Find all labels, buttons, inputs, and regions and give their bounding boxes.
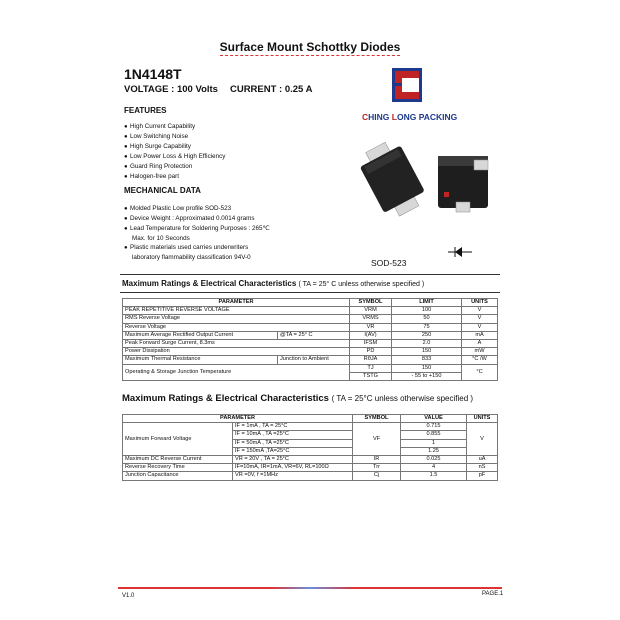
list-item: ● Low Power Loss & High Efficiency xyxy=(124,153,226,160)
table-row: RMS Reverse Voltage VRMS 50 V xyxy=(123,315,498,323)
column-header: LIMIT xyxy=(392,299,462,307)
column-header: PARAMETER xyxy=(123,299,350,307)
voltage-current-line xyxy=(124,84,313,95)
footer-divider xyxy=(118,587,502,589)
divider xyxy=(120,292,500,293)
mechanical-heading: MECHANICAL DATA xyxy=(124,186,201,195)
column-header: UNITS xyxy=(462,299,498,307)
column-header: UNITS xyxy=(467,415,498,423)
table-row: Reverse Voltage VR 75 V xyxy=(123,323,498,331)
ratings-table xyxy=(122,298,498,381)
package-label: SOD-523 xyxy=(371,258,407,268)
table2-heading xyxy=(122,393,473,404)
column-header: PARAMETER xyxy=(123,415,353,423)
table-row: Maximum Average Rectified Output Current @TA = 25° C I(AV) 250 mA xyxy=(123,331,498,339)
features-heading: FEATURES xyxy=(124,106,167,115)
company-name-part2: ONG PACKING xyxy=(396,112,458,122)
title-text: Surface Mount Schottky Diodes xyxy=(219,40,401,54)
list-item: ● High Surge Capability xyxy=(124,143,191,150)
list-item: ● Guard Ring Protection xyxy=(124,163,193,170)
column-header: SYMBOL xyxy=(350,299,392,307)
table-row: Power Dissipation PD 150 mW xyxy=(123,348,498,356)
company-name-part1: HING xyxy=(368,112,392,122)
list-item: ● Device Weight : Approximated 0.0014 grams xyxy=(124,215,255,222)
column-header: VALUE xyxy=(401,415,467,423)
sod523-package-image xyxy=(360,140,500,220)
list-item: Max. for 10 Seconds xyxy=(132,235,190,242)
features-list xyxy=(124,122,225,182)
table1-title: Maximum Ratings & Electrical Characteristics xyxy=(122,279,297,288)
list-item: ● Plastic materials used carries underwriters xyxy=(124,244,249,251)
company-logo-icon xyxy=(392,68,422,102)
voltage-rating: VOLTAGE : 100 Volts xyxy=(124,84,218,95)
company-initial-l: L xyxy=(391,112,397,122)
table2-title: Maximum Ratings & Electrical Characteristics xyxy=(122,393,329,404)
table-row: Operating & Storage Junction Temperature TJ 150 °C xyxy=(123,364,498,372)
page-title xyxy=(0,40,620,54)
company-initial-c: C xyxy=(362,112,369,122)
table-row: IF = 10mA , TA =25°C 0.855 xyxy=(123,431,498,439)
diode-symbol-icon xyxy=(448,244,472,260)
table-row: Reverse Recovery Time IF=10mA, IR=1mA, VR=6V, RL=100Ω Trr 4 nS xyxy=(123,464,498,472)
table2-note: ( TA = 25°C unless otherwise specified ) xyxy=(331,394,474,403)
table-row: Peak Forward Surge Current, 8.3ms IFSM 2.0 A xyxy=(123,340,498,348)
page-number: PAGE.1 xyxy=(482,591,504,597)
table1-heading xyxy=(122,279,424,288)
table-row: IF = 50mA , TA =25°C 1 xyxy=(123,439,498,447)
table-row: PEAK REPETITIVE REVERSE VOLTAGE VRM 100 V xyxy=(123,307,498,315)
table1-note: ( TA = 25° C unless otherwise specified ) xyxy=(298,281,425,288)
table-row: Maximum DC Reverse Current VR = 20V , TA = 25°C IR 0.025 uA xyxy=(123,456,498,464)
table-header-row xyxy=(123,415,498,423)
part-number: 1N4148T xyxy=(124,66,182,82)
table-row: IF = 150mA ,TA=25°C 1.25 xyxy=(123,447,498,455)
electrical-table xyxy=(122,414,498,481)
table-header-row xyxy=(123,299,498,307)
table-row: TSTG - 55 to +150 xyxy=(123,372,498,380)
list-item: ● Halogen-free part xyxy=(124,173,180,180)
version-label: V1.0 xyxy=(122,593,135,599)
mechanical-list xyxy=(124,204,270,262)
company-name xyxy=(362,112,457,122)
current-rating: CURRENT : 0.25 A xyxy=(229,84,313,95)
list-item: ● High Current Capability xyxy=(124,123,196,130)
table-row: Junction Capacitance VR =0V, f =1MHz Cj 1.5 pF xyxy=(123,472,498,480)
list-item: laboratory flammability classification 94V-0 xyxy=(132,254,251,261)
column-header: SYMBOL xyxy=(353,415,401,423)
table-row: Maximum Forward Voltage IF = 1mA , TA = 25°C VF 0.715 V xyxy=(123,423,498,431)
list-item: ● Lead Temperature for Soldering Purposes : 265℃ xyxy=(124,225,270,232)
list-item: ● Low Switching Noise xyxy=(124,133,189,140)
table-row: Maximum Thermal Resistance Junction to Ambient RθJA 833 °C /W xyxy=(123,356,498,364)
list-item: ● Molded Plastic Low profile SOD-523 xyxy=(124,205,232,212)
divider xyxy=(120,274,500,275)
